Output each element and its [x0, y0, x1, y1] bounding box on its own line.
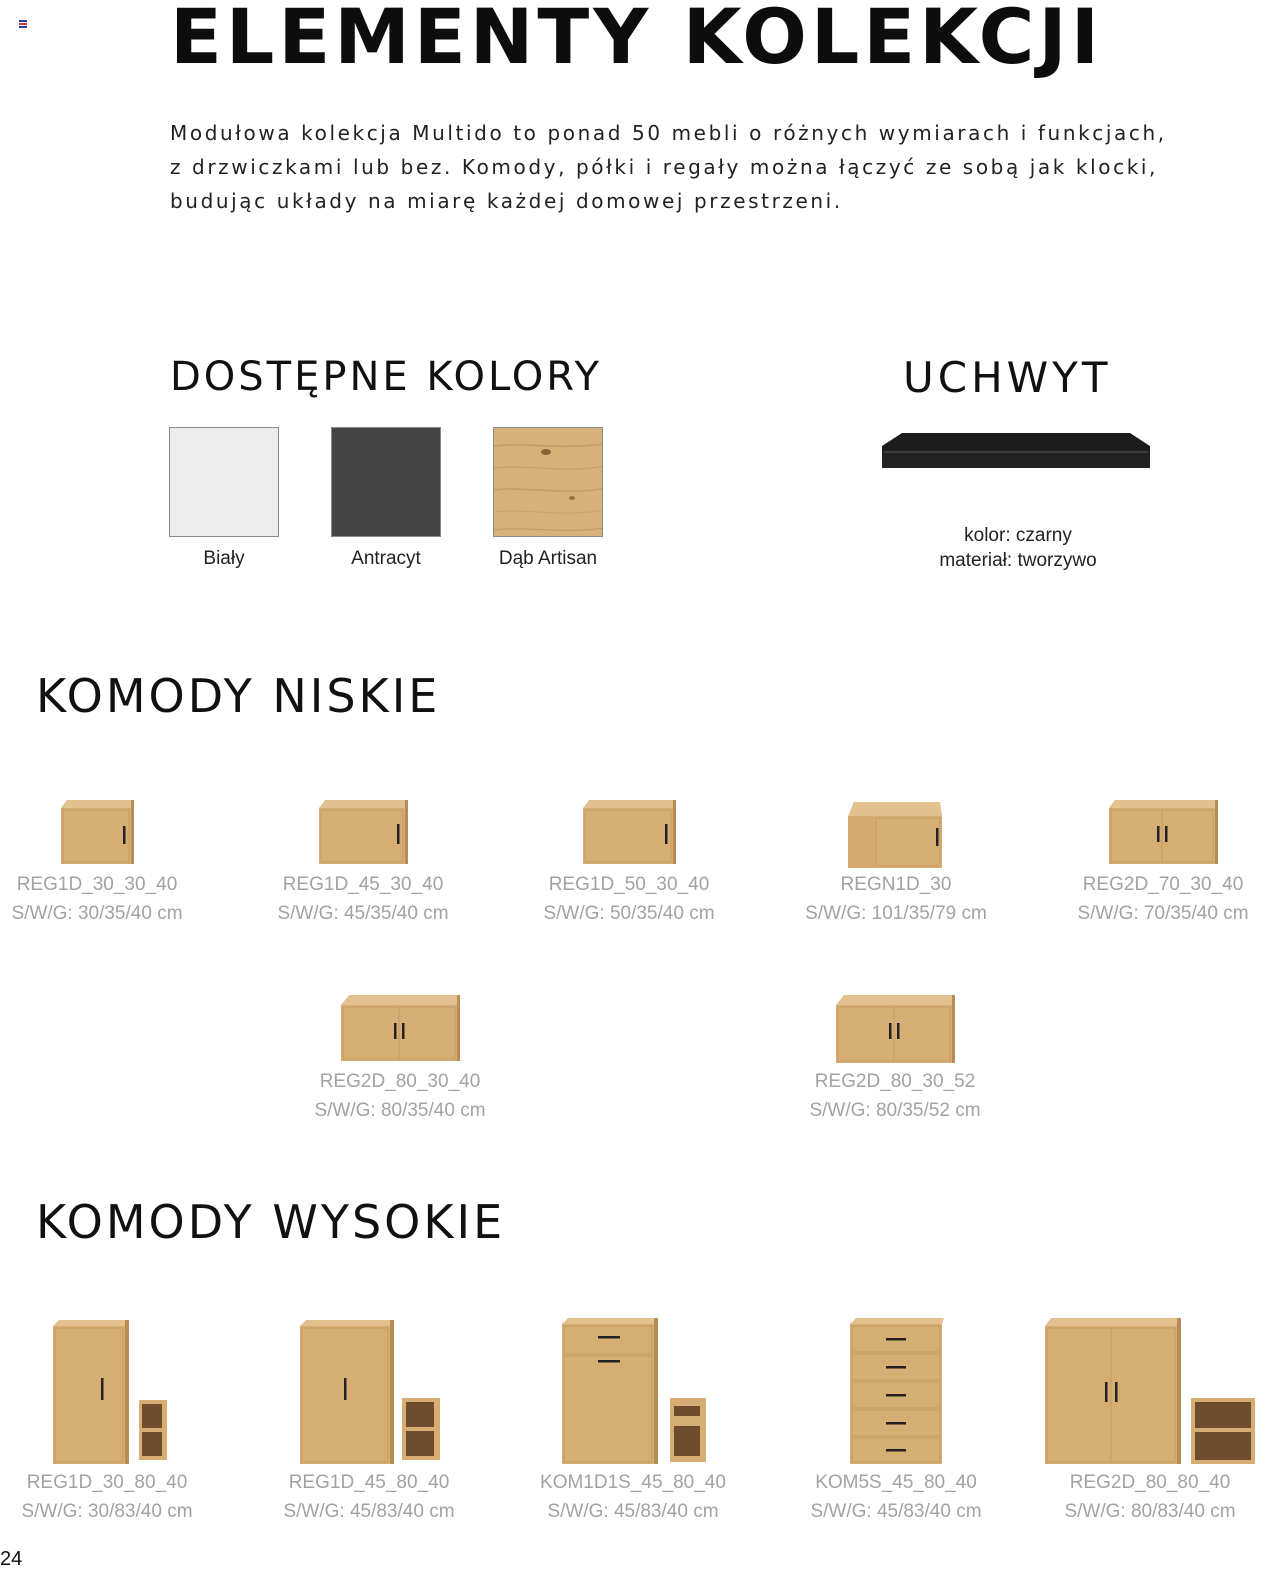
- product-card[interactable]: [244, 1318, 494, 1526]
- product-card[interactable]: [771, 1318, 1021, 1526]
- product-card[interactable]: [0, 1318, 232, 1526]
- handle-icon: [878, 430, 1154, 472]
- product-code: KOM5S_45_80_40: [815, 1472, 977, 1493]
- product-card[interactable]: [275, 993, 525, 1125]
- tall-cabinet-1-door-icon: [45, 1318, 169, 1468]
- product-code: REGN1D_30: [840, 874, 952, 895]
- handle-material-text: materiał: tworzywo: [939, 550, 1097, 571]
- color-swatch-white[interactable]: [169, 427, 279, 537]
- low-cabinet-1-door-icon: [579, 798, 679, 870]
- low-cabinet-1-door-icon: [57, 798, 137, 870]
- color-swatch-anthracite[interactable]: [331, 427, 441, 537]
- low-cabinet-1-door-icon: [315, 798, 411, 870]
- tall-cabinets-heading: KOMODY WYSOKIE: [36, 1195, 506, 1249]
- product-dimensions: S/W/G: 30/83/40 cm: [21, 1501, 193, 1522]
- product-dimensions: S/W/G: 101/35/79 cm: [805, 903, 987, 924]
- product-dimensions: S/W/G: 80/83/40 cm: [1064, 1501, 1236, 1522]
- product-dimensions: S/W/G: 50/35/40 cm: [543, 903, 715, 924]
- product-code: REG1D_30_30_40: [16, 874, 178, 895]
- product-dimensions: S/W/G: 45/35/40 cm: [277, 903, 449, 924]
- color-swatch-oak[interactable]: [493, 427, 603, 537]
- product-card[interactable]: [1025, 1318, 1275, 1526]
- product-code: REG1D_45_80_40: [288, 1472, 450, 1493]
- product-dimensions: S/W/G: 45/83/40 cm: [283, 1501, 455, 1522]
- product-card[interactable]: [771, 798, 1021, 928]
- product-dimensions: S/W/G: 80/35/40 cm: [314, 1100, 486, 1121]
- product-code: REG2D_80_30_52: [814, 1071, 976, 1092]
- color-label-oak: Dąb Artisan: [498, 548, 598, 569]
- intro-line: Modułowa kolekcja Multido to ponad 50 mebli o różnych wymiarach i funkcjach,: [170, 121, 1167, 145]
- product-card[interactable]: [0, 798, 222, 928]
- product-card[interactable]: [1038, 798, 1280, 928]
- page-number: 24: [0, 1548, 23, 1570]
- low-cabinet-2-door-icon: [832, 993, 958, 1067]
- low-cabinet-2-door-icon: [1105, 798, 1221, 870]
- handle-info: [900, 523, 1136, 573]
- tall-cabinet-1-door-icon: [294, 1318, 444, 1468]
- product-dimensions: S/W/G: 70/35/40 cm: [1077, 903, 1249, 924]
- tall-cabinet-2-door-icon: [1041, 1318, 1259, 1468]
- low-cabinet-2-door-icon: [337, 993, 463, 1067]
- low-cabinets-heading: KOMODY NISKIE: [36, 669, 441, 723]
- colors-heading: DOSTĘPNE KOLORY: [170, 354, 602, 400]
- product-code: REG1D_45_30_40: [282, 874, 444, 895]
- product-card[interactable]: [504, 798, 754, 928]
- chest-5-drawers-icon: [846, 1318, 946, 1468]
- product-code: REG1D_30_80_40: [26, 1472, 188, 1493]
- color-label-anthracite: Antracyt: [351, 548, 421, 569]
- product-card[interactable]: [238, 798, 488, 928]
- corner-cabinet-icon: [844, 798, 948, 870]
- product-dimensions: S/W/G: 45/83/40 cm: [547, 1501, 719, 1522]
- page-title: ELEMENTY KOLEKCJI: [170, 0, 1103, 81]
- menu-icon[interactable]: [19, 20, 27, 28]
- handle-heading: UCHWYT: [903, 353, 1112, 402]
- product-code: REG2D_80_30_40: [319, 1071, 481, 1092]
- product-code: REG1D_50_30_40: [548, 874, 710, 895]
- color-label-white: Biały: [203, 548, 245, 569]
- cabinet-drawer-door-icon: [556, 1318, 710, 1468]
- product-card[interactable]: [508, 1318, 758, 1526]
- product-card[interactable]: [770, 993, 1020, 1125]
- product-code: REG2D_80_80_40: [1069, 1472, 1231, 1493]
- intro-line: z drzwiczkami lub bez. Komody, półki i regały można łączyć ze sobą jak klocki,: [170, 155, 1158, 179]
- product-dimensions: S/W/G: 45/83/40 cm: [810, 1501, 982, 1522]
- product-dimensions: S/W/G: 30/35/40 cm: [11, 903, 183, 924]
- intro-line: budując układy na miarę każdej domowej przestrzeni.: [170, 189, 843, 213]
- handle-color-text: kolor: czarny: [964, 525, 1072, 546]
- intro-paragraph: [170, 116, 1170, 218]
- product-code: KOM1D1S_45_80_40: [540, 1472, 726, 1493]
- product-dimensions: S/W/G: 80/35/52 cm: [809, 1100, 981, 1121]
- product-code: REG2D_70_30_40: [1082, 874, 1244, 895]
- oak-texture-icon: [494, 428, 603, 537]
